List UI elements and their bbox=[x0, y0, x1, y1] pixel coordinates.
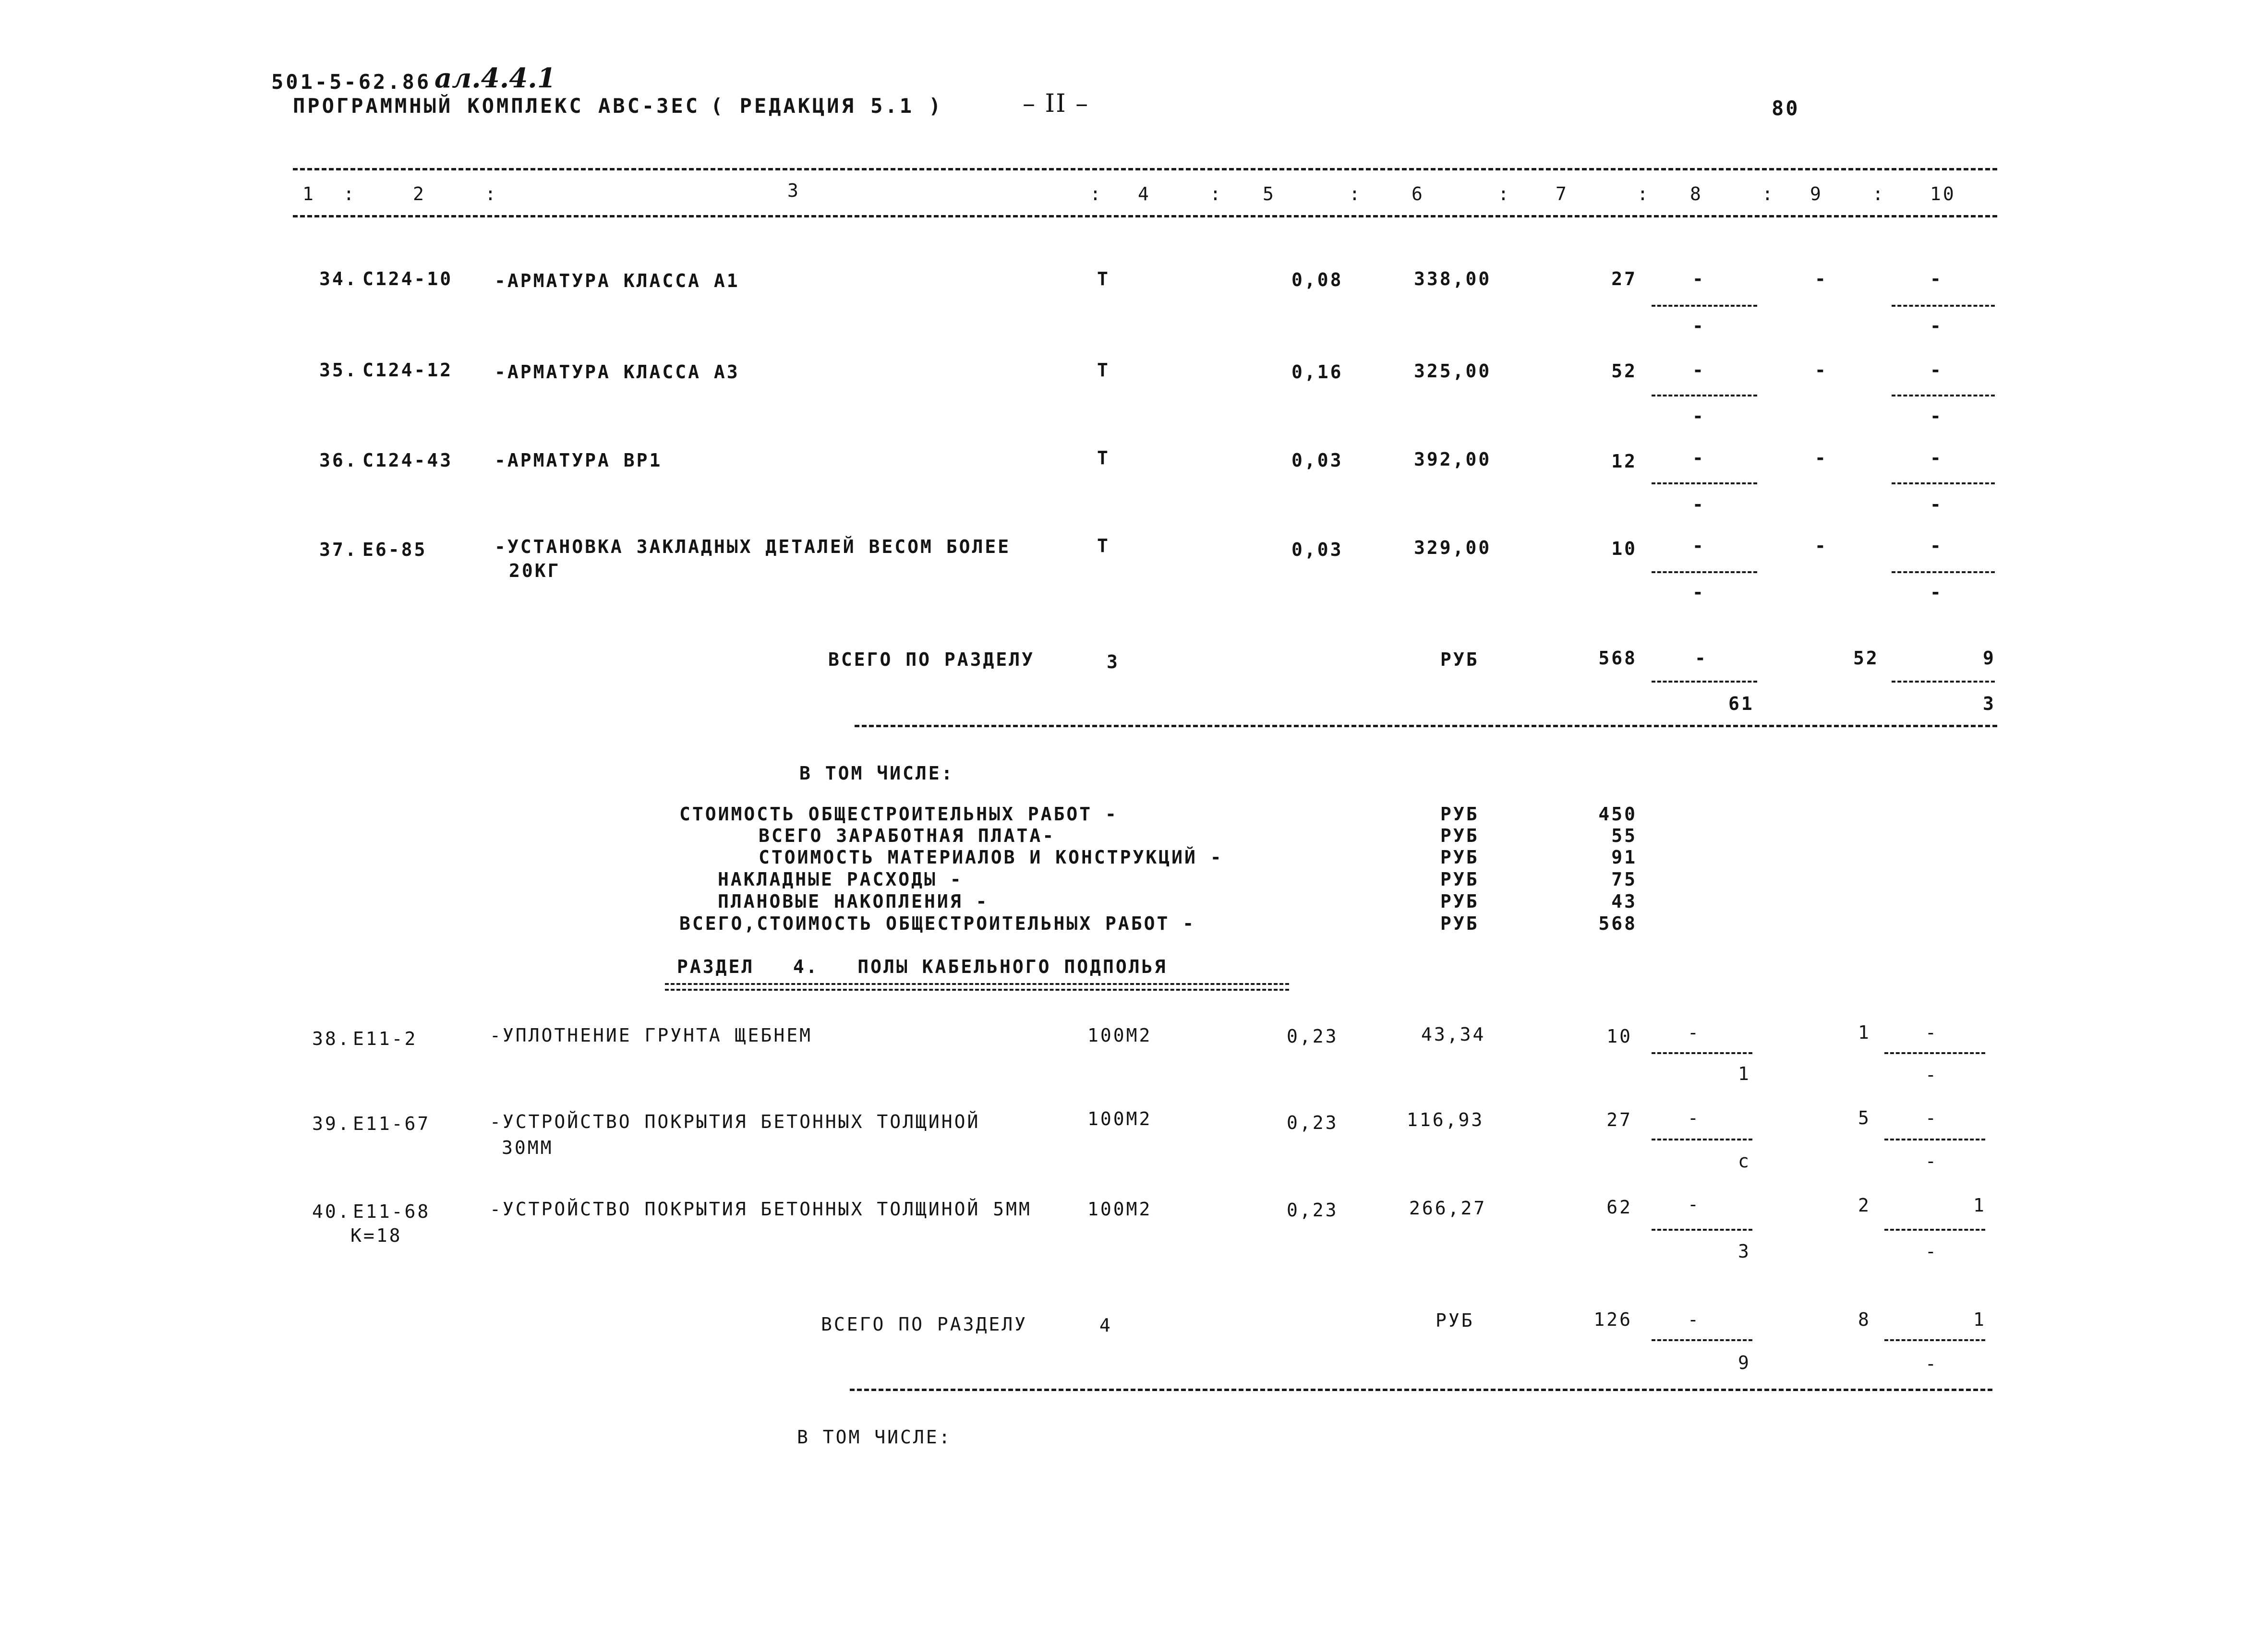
table-cell: 62 bbox=[1606, 1197, 1632, 1218]
dashed-rule bbox=[1892, 571, 1995, 573]
table-cell: РУБ bbox=[1440, 804, 1479, 825]
table-cell: 266,27 bbox=[1409, 1198, 1487, 1219]
table-cell: - bbox=[1692, 268, 1705, 289]
table-cell: 0,03 bbox=[1291, 450, 1343, 471]
table-cell: 40. bbox=[312, 1201, 351, 1222]
table-cell: : bbox=[1637, 183, 1650, 204]
table-cell: - bbox=[1688, 1309, 1701, 1330]
col-header-1: 1 bbox=[302, 183, 315, 204]
table-cell: 568 bbox=[1598, 913, 1637, 934]
table-cell: - bbox=[1815, 360, 1828, 381]
table-cell: ВСЕГО ПО РАЗДЕЛУ bbox=[821, 1314, 1028, 1335]
table-cell: - bbox=[1692, 535, 1705, 556]
table-cell: Т bbox=[1097, 268, 1110, 289]
table-cell: 325,00 bbox=[1414, 360, 1492, 382]
table-cell: 568 bbox=[1598, 648, 1637, 669]
program-title: ПРОГРАММНЫЙ КОМПЛЕКС АВС-3ЕС bbox=[293, 94, 700, 118]
table-cell: РУБ bbox=[1440, 869, 1479, 890]
table-cell: 9 bbox=[1983, 648, 1996, 669]
table-cell: 0,08 bbox=[1291, 269, 1343, 290]
table-cell: 100М2 bbox=[1087, 1108, 1152, 1129]
table-cell: ВСЕГО ПО РАЗДЕЛУ bbox=[828, 649, 1035, 670]
table-cell: : bbox=[1872, 183, 1885, 204]
table-cell: - bbox=[1925, 1064, 1938, 1085]
table-cell: - bbox=[1930, 494, 1943, 515]
table-cell: С124-12 bbox=[362, 360, 453, 381]
table-cell: Е6-85 bbox=[362, 539, 427, 560]
table-cell: - bbox=[1925, 1022, 1938, 1043]
table-cell: - bbox=[1930, 406, 1943, 427]
table-cell: -АРМАТУРА КЛАССА А1 bbox=[495, 270, 740, 291]
table-cell: - bbox=[1930, 360, 1943, 381]
breakdown-label: ПЛАНОВЫЕ НАКОПЛЕНИЯ - bbox=[718, 891, 989, 912]
table-cell: с bbox=[1738, 1151, 1751, 1172]
table-cell: 0,23 bbox=[1287, 1200, 1339, 1221]
table-cell: : bbox=[1498, 183, 1511, 204]
table-cell: РУБ bbox=[1436, 1310, 1474, 1331]
table-cell: 338,00 bbox=[1414, 268, 1492, 289]
table-cell: - bbox=[1925, 1353, 1938, 1374]
table-cell: 37. bbox=[319, 539, 358, 560]
table-cell: - bbox=[1695, 648, 1708, 669]
table-cell: С124-43 bbox=[362, 450, 453, 471]
table-cell: - bbox=[1688, 1022, 1701, 1043]
table-cell: - bbox=[1692, 315, 1705, 336]
table-cell: 43,34 bbox=[1421, 1024, 1486, 1045]
table-cell: : bbox=[343, 183, 356, 204]
dashed-rule bbox=[1884, 1229, 1985, 1231]
dashed-rule bbox=[1652, 305, 1757, 307]
table-cell: -УСТРОЙСТВО ПОКРЫТИЯ БЕТОННЫХ ТОЛЩИНОЙ 5ММ bbox=[490, 1199, 1032, 1220]
table-cell: - bbox=[1815, 447, 1828, 468]
table-cell: 1 bbox=[1738, 1063, 1751, 1084]
dashed-rule bbox=[1892, 681, 1995, 683]
table-cell: - bbox=[1930, 268, 1943, 289]
document-code: 501-5-62.86 bbox=[271, 70, 432, 94]
table-cell: - bbox=[1688, 1194, 1701, 1215]
dashed-rule bbox=[1652, 482, 1757, 484]
table-cell: 2 bbox=[1858, 1195, 1871, 1216]
table-cell: С124-10 bbox=[362, 268, 453, 289]
table-cell: РУБ bbox=[1440, 891, 1479, 912]
table-cell: 55 bbox=[1611, 825, 1637, 846]
col-header-4: 4 bbox=[1138, 183, 1151, 204]
table-cell: - bbox=[1815, 268, 1828, 289]
table-cell: - bbox=[1930, 582, 1943, 603]
dashed-rule bbox=[1884, 1052, 1985, 1054]
table-cell: 3 bbox=[1107, 651, 1120, 672]
table-cell: 126 bbox=[1593, 1309, 1632, 1330]
table-cell: - bbox=[1925, 1241, 1938, 1262]
table-cell: 329,00 bbox=[1414, 537, 1492, 558]
table-cell: 1 bbox=[1858, 1022, 1871, 1043]
edition-label: ( РЕДАКЦИЯ 5.1 ) bbox=[711, 94, 943, 118]
table-cell: - bbox=[1925, 1151, 1938, 1172]
table-cell: 0,23 bbox=[1287, 1112, 1339, 1133]
table-cell: 3 bbox=[1983, 693, 1996, 714]
breakdown-label: ВСЕГО,СТОИМОСТЬ ОБЩЕСТРОИТЕЛЬНЫХ РАБОТ - bbox=[679, 913, 1196, 934]
dashed-rule bbox=[1884, 1339, 1985, 1341]
table-cell: 43 bbox=[1611, 891, 1637, 912]
table-cell: 52 bbox=[1611, 360, 1637, 382]
table-cell: - bbox=[1692, 582, 1705, 603]
table-cell: 1 bbox=[1973, 1309, 1986, 1330]
section-total-rule bbox=[855, 725, 1997, 727]
breakdown-label: ВСЕГО ЗАРАБОТНАЯ ПЛАТА- bbox=[759, 825, 1056, 846]
col-header-6: 6 bbox=[1411, 183, 1424, 204]
col-header-9: 9 bbox=[1810, 183, 1823, 204]
table-cell: : bbox=[485, 183, 498, 204]
table-cell: 0,16 bbox=[1291, 361, 1343, 383]
table-cell: -УСТАНОВКА ЗАКЛАДНЫХ ДЕТАЛЕЙ ВЕСОМ БОЛЕЕ bbox=[495, 536, 1011, 557]
col-header-3: 3 bbox=[787, 180, 800, 201]
table-cell: Т bbox=[1097, 535, 1110, 556]
table-cell: - bbox=[1930, 447, 1943, 468]
dashed-rule bbox=[1892, 305, 1995, 307]
section-total-rule bbox=[850, 1389, 1992, 1391]
dashed-rule bbox=[1652, 1052, 1752, 1054]
table-cell: Т bbox=[1097, 447, 1110, 468]
dashed-rule bbox=[1652, 1139, 1752, 1140]
table-cell: - bbox=[1688, 1107, 1701, 1128]
table-cell: 20КГ bbox=[509, 560, 561, 581]
dashed-rule bbox=[1892, 482, 1995, 484]
table-cell: : bbox=[1762, 183, 1775, 204]
col-header-2: 2 bbox=[413, 183, 426, 204]
table-cell: 27 bbox=[1606, 1109, 1632, 1130]
table-cell: 39. bbox=[312, 1113, 351, 1134]
table-cell: РУБ bbox=[1440, 847, 1479, 868]
sheet-number: – II – bbox=[1023, 89, 1089, 118]
table-cell: 61 bbox=[1728, 693, 1754, 714]
table-cell: 116,93 bbox=[1407, 1109, 1484, 1130]
table-cell: Т bbox=[1097, 360, 1110, 381]
table-cell: РУБ bbox=[1440, 649, 1479, 670]
col-header-5: 5 bbox=[1263, 183, 1276, 204]
page-number: 80 bbox=[1772, 96, 1800, 120]
table-cell: - bbox=[1692, 447, 1705, 468]
table-cell: -АРМАТУРА КЛАССА А3 bbox=[495, 361, 740, 383]
dashed-rule bbox=[1652, 1229, 1752, 1231]
table-cell: РУБ bbox=[1440, 913, 1479, 934]
table-cell: 0,23 bbox=[1287, 1026, 1339, 1047]
table-cell: 450 bbox=[1598, 804, 1637, 825]
section-title-underline bbox=[665, 983, 1289, 991]
section-title: РАЗДЕЛ 4. ПОЛЫ КАБЕЛЬНОГО ПОДПОЛЬЯ bbox=[677, 956, 1168, 977]
including-label: В ТОМ ЧИСЛЕ: bbox=[799, 763, 954, 784]
dashed-rule bbox=[1652, 395, 1757, 396]
table-cell: - bbox=[1930, 315, 1943, 336]
dashed-rule bbox=[1892, 395, 1995, 396]
table-cell: : bbox=[1090, 183, 1103, 204]
breakdown-label: СТОИМОСТЬ МАТЕРИАЛОВ И КОНСТРУКЦИЙ - bbox=[759, 847, 1223, 868]
table-cell: 5 bbox=[1858, 1107, 1871, 1128]
table-top-rule bbox=[293, 168, 1997, 170]
table-cell: 34. bbox=[319, 268, 358, 289]
table-cell: : bbox=[1349, 183, 1362, 204]
table-cell: 36. bbox=[319, 450, 358, 471]
table-cell: - bbox=[1925, 1107, 1938, 1128]
col-header-7: 7 bbox=[1556, 183, 1568, 204]
table-cell: РУБ bbox=[1440, 825, 1479, 846]
col-header-10: 10 bbox=[1930, 183, 1956, 204]
table-cell: 8 bbox=[1858, 1309, 1871, 1330]
table-head-rule bbox=[293, 215, 1997, 217]
breakdown-label: НАКЛАДНЫЕ РАСХОДЫ - bbox=[718, 869, 963, 890]
table-cell: 392,00 bbox=[1414, 449, 1492, 470]
table-cell: 38. bbox=[312, 1028, 351, 1049]
table-cell: К=18 bbox=[350, 1225, 402, 1246]
table-cell: 3 bbox=[1738, 1241, 1751, 1262]
table-cell: Е11-68 bbox=[353, 1201, 431, 1222]
table-cell: 100М2 bbox=[1087, 1199, 1152, 1220]
table-cell: 35. bbox=[319, 360, 358, 381]
table-cell: 10 bbox=[1606, 1026, 1632, 1047]
dashed-rule bbox=[1652, 571, 1757, 573]
table-cell: Е11-2 bbox=[353, 1028, 418, 1049]
table-cell: - bbox=[1930, 535, 1943, 556]
table-cell: - bbox=[1692, 360, 1705, 381]
table-cell: 0,03 bbox=[1291, 539, 1343, 560]
dashed-rule bbox=[1652, 1339, 1752, 1341]
table-cell: 91 bbox=[1611, 847, 1637, 868]
table-cell: : bbox=[1210, 183, 1223, 204]
table-cell: 10 bbox=[1611, 538, 1637, 559]
table-cell: - bbox=[1815, 535, 1828, 556]
table-cell: 75 bbox=[1611, 869, 1637, 890]
table-cell: 9 bbox=[1738, 1352, 1751, 1373]
dashed-rule bbox=[1884, 1139, 1985, 1140]
table-cell: 30ММ bbox=[502, 1137, 554, 1158]
table-cell: 27 bbox=[1611, 268, 1637, 289]
including-label: В ТОМ ЧИСЛЕ: bbox=[797, 1427, 952, 1448]
breakdown-label: СТОИМОСТЬ ОБЩЕСТРОИТЕЛЬНЫХ РАБОТ - bbox=[679, 804, 1118, 825]
table-cell: 52 bbox=[1853, 648, 1879, 669]
table-cell: Е11-67 bbox=[353, 1113, 431, 1134]
table-cell: 4 bbox=[1099, 1315, 1112, 1336]
table-cell: 100М2 bbox=[1087, 1025, 1152, 1046]
table-cell: -УСТРОЙСТВО ПОКРЫТИЯ БЕТОННЫХ ТОЛЩИНОЙ bbox=[490, 1111, 980, 1132]
col-header-8: 8 bbox=[1690, 183, 1703, 204]
handwritten-note: ал.4.4.1 bbox=[434, 62, 556, 94]
table-cell: -УПЛОТНЕНИЕ ГРУНТА ЩЕБНЕМ bbox=[490, 1025, 812, 1046]
dashed-rule bbox=[1652, 681, 1757, 683]
table-cell: - bbox=[1692, 406, 1705, 427]
table-cell: - bbox=[1692, 494, 1705, 515]
table-cell: -АРМАТУРА ВР1 bbox=[495, 450, 663, 471]
table-cell: 12 bbox=[1611, 451, 1637, 472]
table-cell: 1 bbox=[1973, 1195, 1986, 1216]
